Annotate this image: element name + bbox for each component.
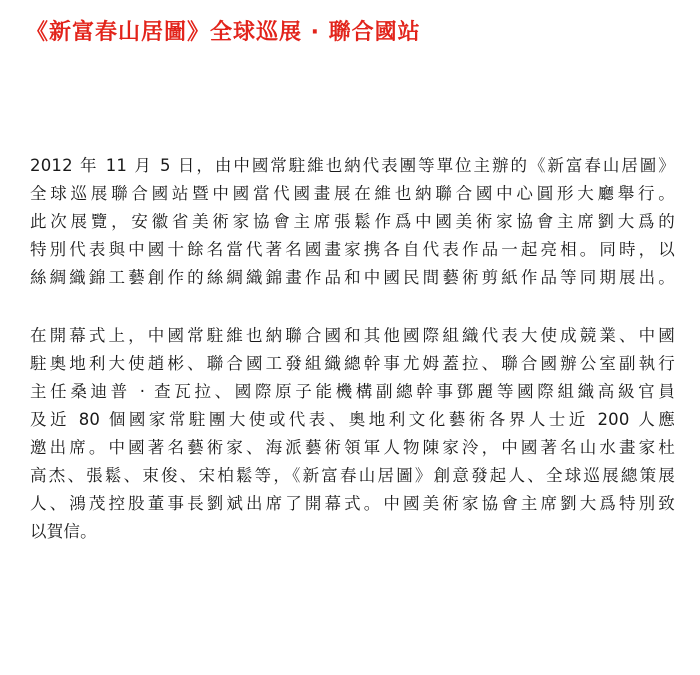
- text-line: 在開幕式上，中國常駐維也納聯合國和其他國際組織代表大使成競業、中國: [30, 326, 675, 345]
- text-line: 此次展覽，安徽省美術家協會主席張鬆作爲中國美術家協會主席劉大爲的: [30, 212, 675, 231]
- text-line: 駐奧地利大使趙彬、聯合國工發組織總幹事尤姆蓋拉、聯合國辦公室副執行: [30, 354, 675, 373]
- page-title: 《新富春山居圖》全球巡展 · 聯合國站: [26, 20, 421, 45]
- text-line: 特別代表與中國十餘名當代著名國畫家携各自代表作品一起亮相。同時，以: [30, 240, 675, 259]
- text-line: 以賀信。: [30, 522, 97, 541]
- paragraph-2: [30, 322, 675, 546]
- article-body: [30, 152, 675, 546]
- text-line: 高杰、張鬆、束俊、宋柏鬆等，《新富春山居圖》創意發起人、全球巡展總策展: [30, 466, 675, 485]
- text-line: 主任桑迪普 · 查瓦拉、國際原子能機構副總幹事鄧麗等國際組織高級官員: [30, 382, 675, 401]
- text-line: 2012 年 11 月 5 日，由中國常駐維也納代表團等單位主辦的《新富春山居圖》: [30, 156, 675, 175]
- paragraph-1: [30, 152, 675, 292]
- text-line: 及近 80 個國家常駐團大使或代表、奧地利文化藝術各界人士近 200 人應: [30, 410, 675, 429]
- text-line: 邀出席。中國著名藝術家、海派藝術領軍人物陳家泠，中國著名山水畫家杜: [30, 438, 675, 457]
- text-line: 人、鴻茂控股董事長劉斌出席了開幕式。中國美術家協會主席劉大爲特別致: [30, 494, 675, 513]
- text-line: 絲綢織錦工藝創作的絲綢織錦畫作品和中國民間藝術剪紙作品等同期展出。: [30, 268, 675, 287]
- text-line: 全球巡展聯合國站暨中國當代國畫展在維也納聯合國中心圓形大廳舉行。: [30, 184, 675, 203]
